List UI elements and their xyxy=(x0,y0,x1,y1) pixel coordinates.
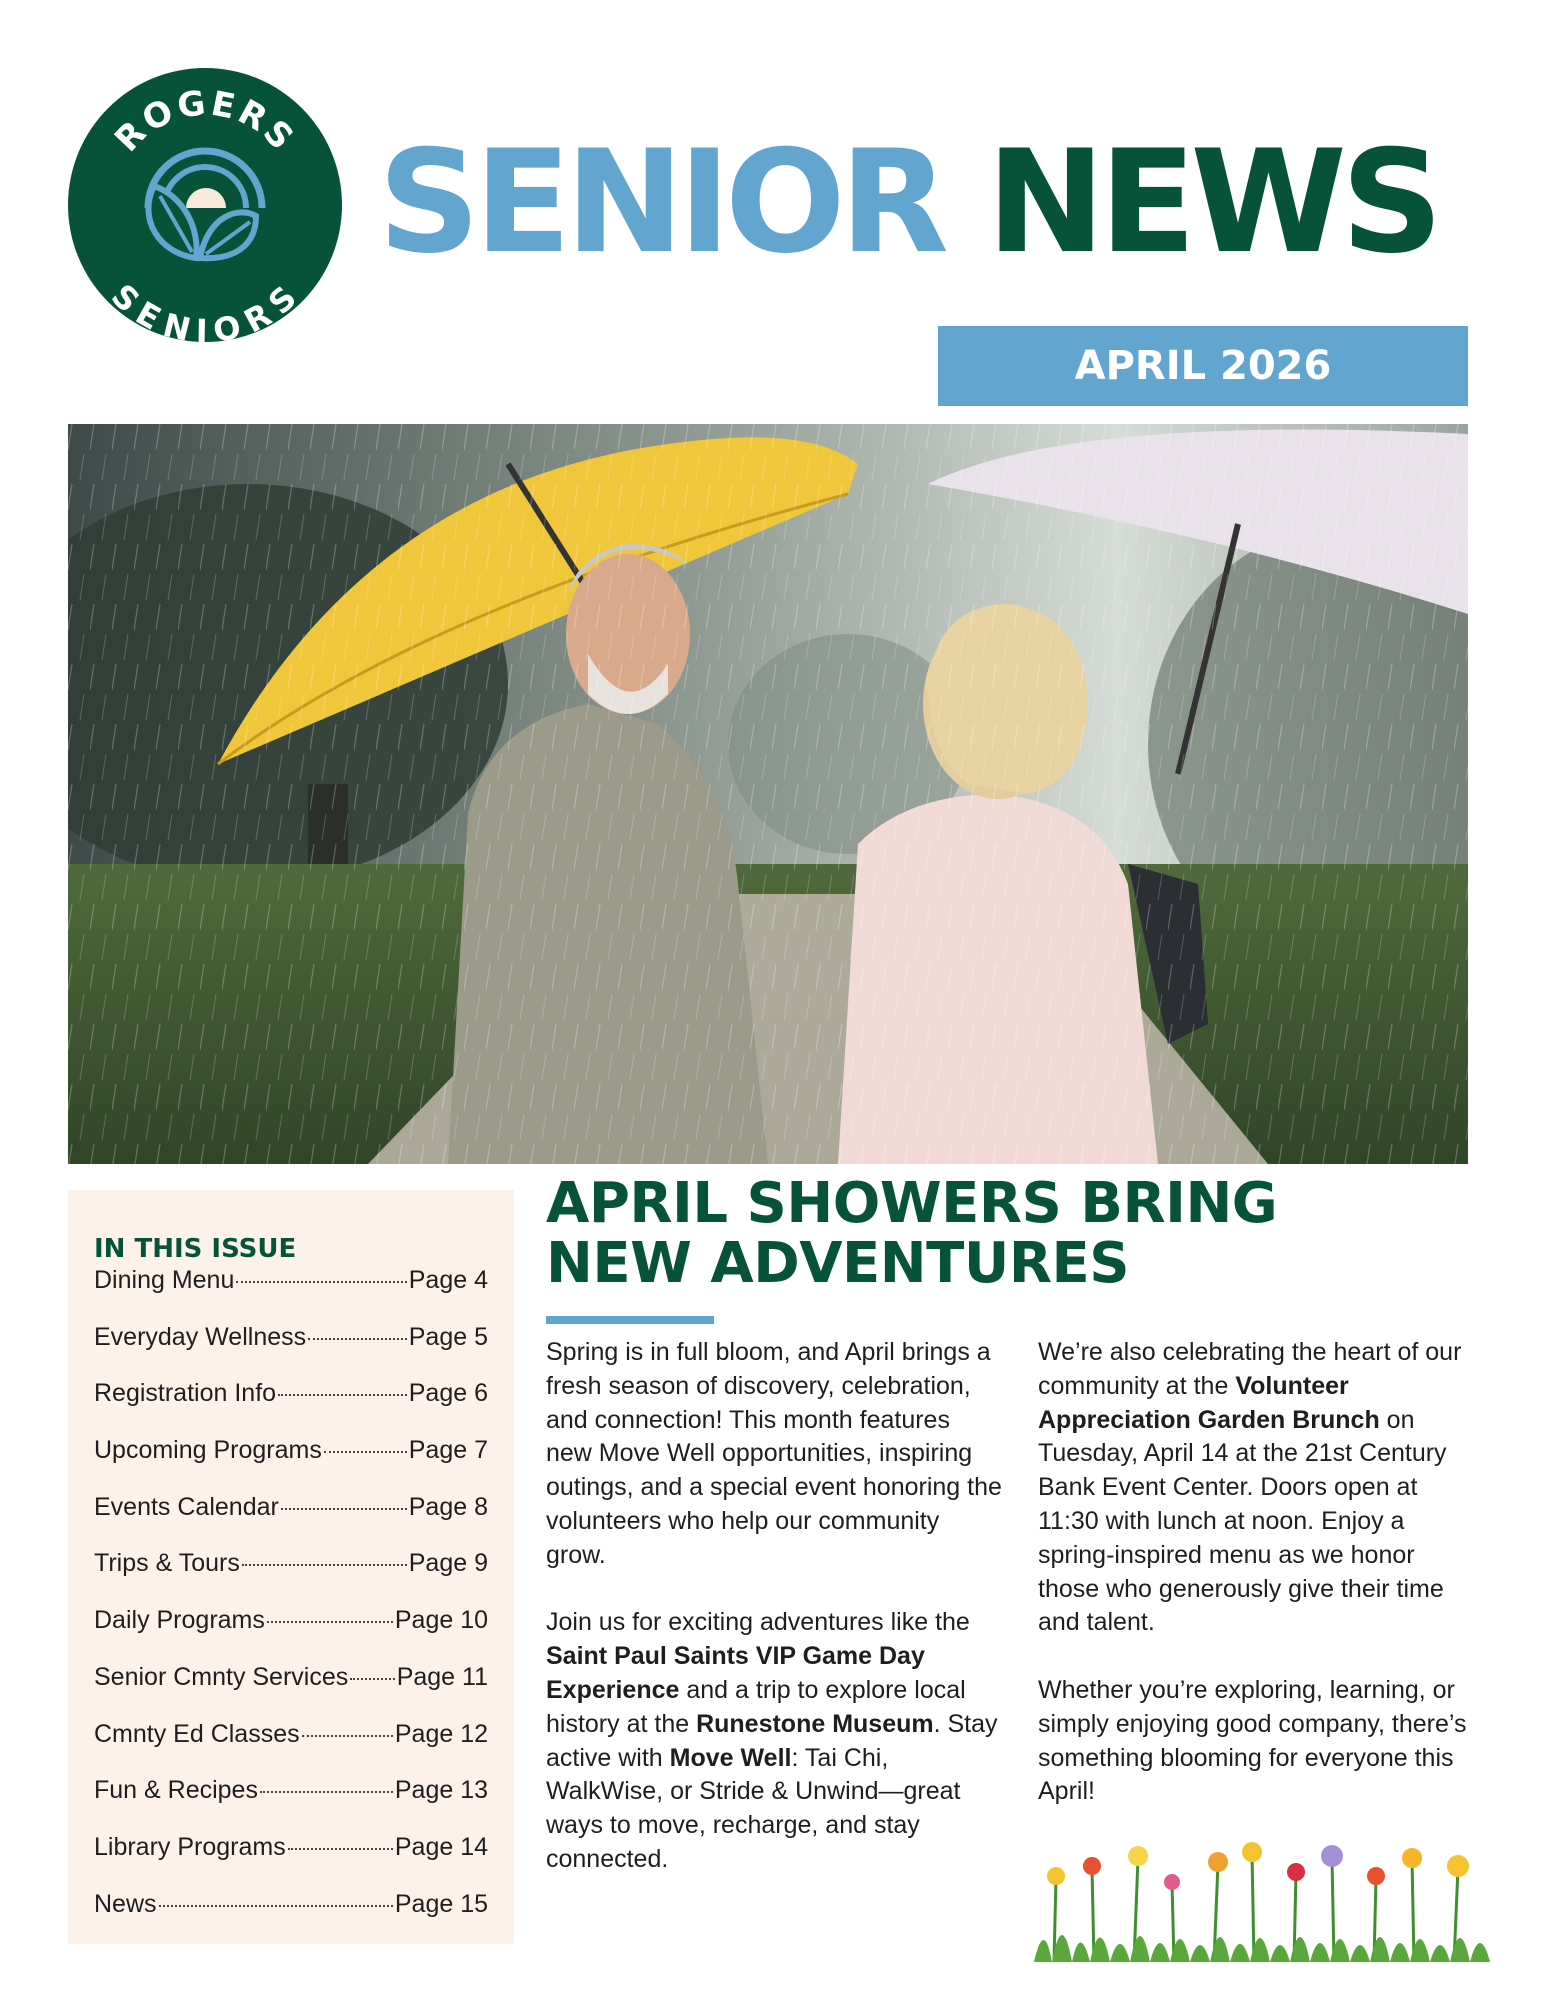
toc-item-page: Page 6 xyxy=(408,1379,488,1408)
toc-item[interactable] xyxy=(94,1493,488,1550)
toc-dot-leader xyxy=(281,1508,407,1510)
logo-top-text: ROGERS xyxy=(107,83,303,160)
toc-item[interactable] xyxy=(94,1776,488,1833)
text-run: : Tai Chi, WalkWise, or Stride & Unwind—great ways to move, recharge, and stay connected. xyxy=(546,1743,961,1873)
toc-heading: IN THIS ISSUE xyxy=(94,1234,297,1264)
toc-item-page: Page 9 xyxy=(408,1549,488,1578)
event-volunteer-brunch: Volunteer Appreciation Garden Brunch xyxy=(1038,1371,1380,1434)
toc-item[interactable] xyxy=(94,1663,488,1720)
toc-dot-leader xyxy=(324,1451,407,1453)
toc-item[interactable] xyxy=(94,1720,488,1777)
headline-line-2: NEW ADVENTURES xyxy=(546,1231,1130,1296)
toc-item-page: Page 10 xyxy=(394,1606,488,1635)
toc-dot-leader xyxy=(350,1678,394,1680)
toc-item-label: Library Programs xyxy=(94,1832,286,1861)
toc-item[interactable] xyxy=(94,1323,488,1380)
issue-date: APRIL 2026 xyxy=(1074,343,1332,389)
hero-photo xyxy=(68,424,1468,1164)
toc-item-label: News xyxy=(94,1889,157,1918)
toc-item-page: Page 5 xyxy=(408,1322,488,1351)
article-paragraph xyxy=(546,1606,1002,1876)
toc-item[interactable] xyxy=(94,1436,488,1493)
toc-item[interactable] xyxy=(94,1890,488,1947)
toc-item-label: Upcoming Programs xyxy=(94,1436,322,1465)
text-run: Join us for exciting adventures like the xyxy=(546,1608,970,1637)
toc-item-page: Page 7 xyxy=(408,1436,488,1465)
toc-item-label: Senior Cmnty Services xyxy=(94,1662,349,1691)
toc-list xyxy=(94,1266,488,1946)
toc-item[interactable] xyxy=(94,1833,488,1890)
spring-flowers-icon xyxy=(1034,1838,1494,1962)
toc-item-label: Dining Menu xyxy=(94,1266,235,1294)
newsletter-title xyxy=(378,120,1478,285)
toc-item-page: Page 4 xyxy=(408,1266,488,1294)
article-column-left xyxy=(546,1336,1002,1911)
toc-dot-leader xyxy=(260,1791,393,1793)
text-run: on Tuesday, April 14 at the 21st Century Bank Event Center. Doors open at 11:30 with lunch at noon. Enjoy a spring-inspired menu as we honor those who generously give their time and talent. xyxy=(1038,1405,1447,1637)
headline-line-1: APRIL SHOWERS BRING xyxy=(546,1171,1278,1236)
program-move-well: Move Well xyxy=(669,1743,792,1772)
toc-item-label: Everyday Wellness xyxy=(94,1322,307,1351)
toc-item[interactable] xyxy=(94,1549,488,1606)
toc-dot-leader xyxy=(267,1621,393,1623)
toc-item[interactable] xyxy=(94,1606,488,1663)
text-run: . Stay active with xyxy=(546,1709,998,1772)
issue-date-banner xyxy=(938,326,1468,406)
toc-dot-leader xyxy=(288,1848,393,1850)
in-this-issue-box xyxy=(68,1190,514,1944)
toc-dot-leader xyxy=(278,1394,407,1396)
toc-item-page: Page 8 xyxy=(408,1492,488,1521)
toc-item-page: Page 14 xyxy=(394,1832,488,1861)
toc-dot-leader xyxy=(236,1281,406,1283)
toc-dot-leader xyxy=(242,1564,407,1566)
article-column-right xyxy=(1038,1336,1468,1843)
article-headline xyxy=(546,1171,1446,1296)
toc-item-label: Trips & Tours xyxy=(94,1549,240,1578)
toc-item-label: Daily Programs xyxy=(94,1606,265,1635)
toc-item[interactable] xyxy=(94,1379,488,1436)
logo-bottom-text: SENIORS xyxy=(103,276,307,342)
toc-item-page: Page 12 xyxy=(394,1719,488,1748)
toc-item-label: Registration Info xyxy=(94,1379,277,1408)
rogers-seniors-logo xyxy=(68,68,342,342)
article-paragraph xyxy=(1038,1336,1468,1640)
text-run: We’re also celebrating the heart of our community at the xyxy=(1038,1338,1462,1400)
event-runestone-museum: Runestone Museum xyxy=(696,1709,934,1738)
toc-item-page: Page 13 xyxy=(394,1776,488,1805)
toc-item-label: Cmnty Ed Classes xyxy=(94,1719,300,1748)
toc-item[interactable] xyxy=(94,1266,488,1323)
toc-item-page: Page 15 xyxy=(394,1889,488,1918)
title-senior: SENIOR xyxy=(378,120,944,285)
title-news: NEWS xyxy=(986,120,1438,285)
event-saints-game-day: Saint Paul Saints VIP Game Day Experience xyxy=(546,1642,925,1704)
toc-dot-leader xyxy=(159,1905,393,1907)
toc-dot-leader xyxy=(302,1735,393,1737)
toc-dot-leader xyxy=(308,1338,407,1340)
toc-item-page: Page 11 xyxy=(396,1662,488,1691)
headline-underline xyxy=(546,1316,714,1324)
toc-item-label: Events Calendar xyxy=(94,1492,279,1521)
text-run: and a trip to explore local history at the xyxy=(546,1675,966,1738)
toc-item-label: Fun & Recipes xyxy=(94,1776,258,1805)
article-paragraph: Spring is in full bloom, and April brings a fresh season of discovery, celebration, and connection! This month features new Move Well opportunities, inspiring outings, and a special event honoring the volunteers who help our community grow. xyxy=(546,1338,1002,1569)
article-paragraph: Whether you’re exploring, learning, or simply enjoying good company, there’s something blooming for everyone this April! xyxy=(1038,1675,1467,1806)
